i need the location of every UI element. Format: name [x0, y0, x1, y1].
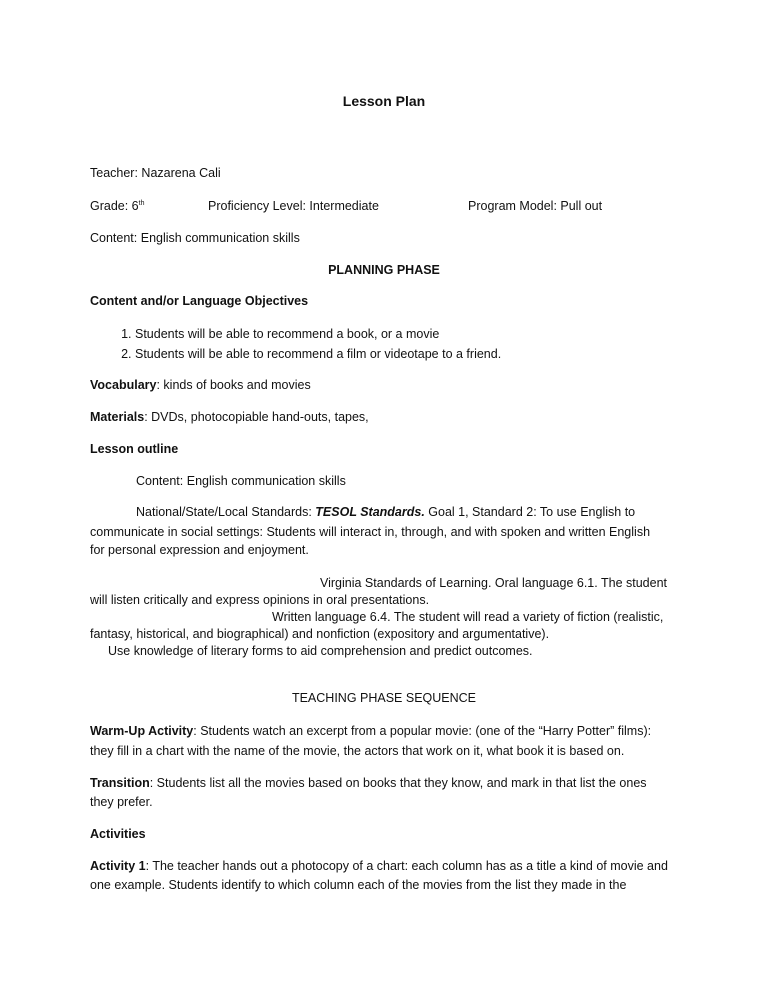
materials-label: Materials [90, 410, 145, 424]
program-model: Program Model: Pull out [468, 199, 603, 213]
content-line: Content: English communication skills [90, 231, 300, 245]
outline-content: Content: English communication skills [136, 474, 346, 488]
grade-label: Grade: 6 [90, 199, 139, 213]
virginia-line-5: Use knowledge of literary forms to aid comprehension and predict outcomes. [108, 644, 533, 658]
materials-text: : DVDs, photocopiable hand-outs, tapes, [144, 410, 369, 424]
activity1-line-1 [90, 857, 668, 875]
virginia-line-4: fantasy, historical, and biographical) and nonfiction (expository and argumentative). [90, 627, 550, 641]
warmup-text: : Students watch an excerpt from a popular movie: (one of the “Harry Potter” films): [193, 724, 652, 738]
objectives-heading: Content and/or Language Objectives [90, 294, 309, 308]
objectives-list [90, 324, 695, 364]
warmup-label: Warm-Up Activity [90, 724, 194, 738]
proficiency-level: Proficiency Level: Intermediate [208, 199, 379, 213]
warmup-line-1 [90, 722, 651, 740]
standards-goal: Goal 1, Standard 2: To use English to [424, 505, 636, 519]
standards-line-2: communicate in social settings: Students will interact in, through, and with spoken and written English [90, 525, 651, 539]
activities-heading: Activities [90, 827, 146, 841]
activity1-text: : The teacher hands out a photocopy of a chart: each column has as a title a kind of movie and [145, 859, 668, 873]
planning-phase-heading: PLANNING PHASE [328, 263, 440, 277]
transition-text: : Students list all the movies based on books that they know, and mark in that list the ones [149, 776, 647, 790]
objective-item: 2. Students will be able to recommend a film or videotape to a friend. [135, 344, 695, 364]
transition-label: Transition [90, 776, 150, 790]
teaching-phase-heading: TEACHING PHASE SEQUENCE [291, 691, 477, 705]
standards-line-1 [136, 503, 635, 521]
activity1-line-2: one example. Students identify to which column each of the movies from the list they made in the [90, 878, 627, 892]
vocabulary-text: : kinds of books and movies [156, 378, 311, 392]
lesson-outline-heading: Lesson outline [90, 442, 179, 456]
virginia-line-3: Written language 6.4. The student will read a variety of fiction (realistic, [272, 610, 664, 624]
objective-item: 1. Students will be able to recommend a book, or a movie [135, 324, 695, 344]
grade-superscript: th [138, 199, 145, 207]
virginia-line-2: will listen critically and express opinions in oral presentations. [90, 593, 430, 607]
standards-prefix: National/State/Local Standards: [136, 505, 316, 519]
vocabulary-line [90, 376, 311, 394]
transition-line-2: they prefer. [90, 795, 153, 809]
warmup-line-2: they fill in a chart with the name of the movie, the actors that work on it, what book it is based on. [90, 744, 625, 758]
teacher-line: Teacher: Nazarena Cali [90, 166, 221, 180]
standards-line-3: for personal expression and enjoyment. [90, 543, 309, 557]
page-title: Lesson Plan [342, 93, 426, 109]
vocabulary-label: Vocabulary [90, 378, 157, 392]
transition-line-1 [90, 774, 647, 792]
materials-line [90, 408, 369, 426]
virginia-line-1: Virginia Standards of Learning. Oral language 6.1. The student [320, 576, 667, 590]
tesol-standards: TESOL Standards. [315, 505, 425, 519]
activity1-label: Activity 1 [90, 859, 146, 873]
grade-line [90, 197, 144, 215]
